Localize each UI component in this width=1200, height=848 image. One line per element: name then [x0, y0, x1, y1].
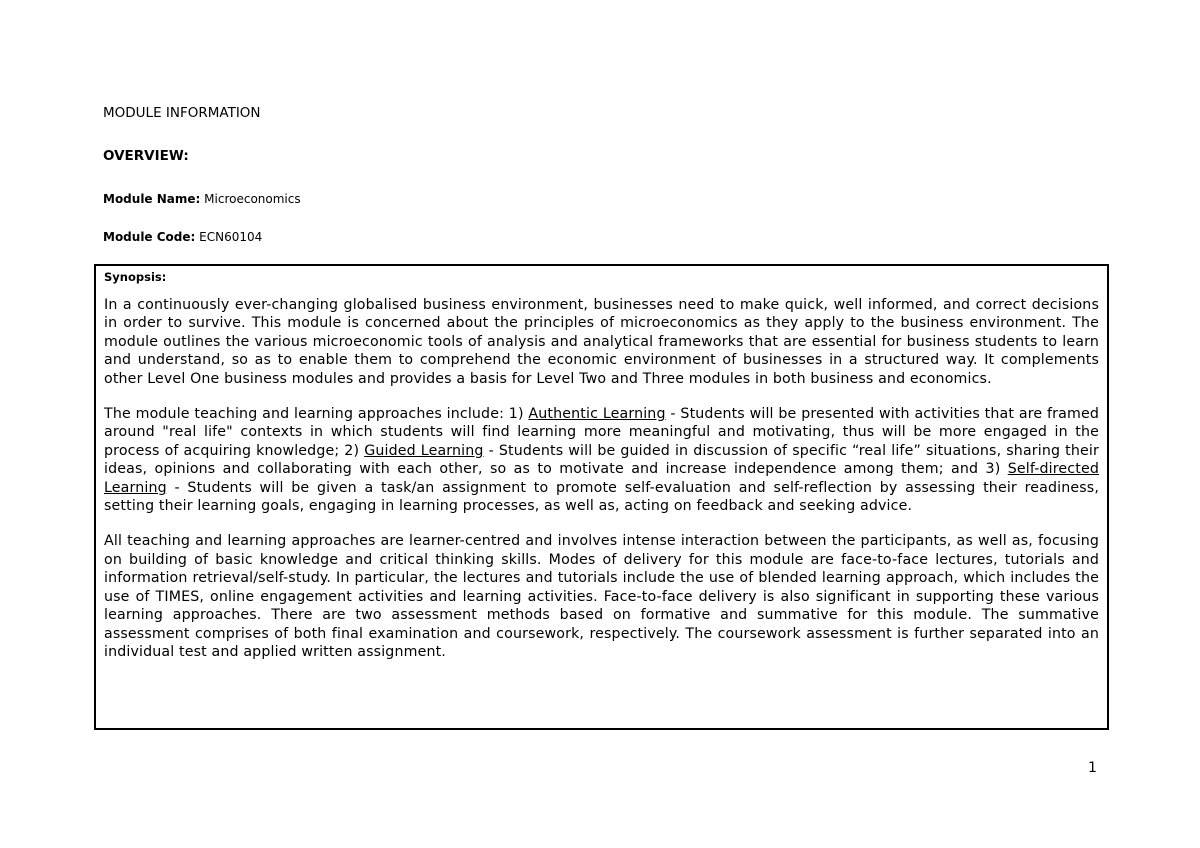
- module-name-value: Microeconomics: [204, 192, 301, 206]
- module-code-label: Module Code:: [103, 230, 196, 244]
- module-code-value: ECN60104: [199, 230, 263, 244]
- module-information-heading: MODULE INFORMATION: [103, 105, 261, 121]
- approaches-intro: The module teaching and learning approaches include: 1): [104, 406, 529, 423]
- module-name-label: Module Name:: [103, 192, 201, 206]
- synopsis-paragraph-2: [104, 405, 1099, 515]
- authentic-learning-term: Authentic Learning: [528, 406, 666, 423]
- self-directed-learning-term: Self-directed Learning: [104, 461, 1099, 496]
- synopsis-box: [94, 264, 1109, 730]
- guided-learning-term: Guided Learning: [364, 442, 484, 459]
- guided-learning-text: - Students will be guided in discussion of specific “real life” situations, sharing their ideas, opinions and collaborating with each other, so as to motivate and increase independence among them; and 3): [104, 442, 1099, 478]
- self-directed-learning-text: - Students will be given a task/an assignment to promote self-evaluation and self-reflection by assessing their readiness, setting their learning goals, engaging in learning processes, as well as, acting on feedback and seeking advice.: [104, 479, 1099, 515]
- synopsis-title: Synopsis:: [104, 270, 167, 284]
- module-code-line: [103, 230, 262, 244]
- authentic-learning-text: - Students will be presented with activities that are framed around "real life" contexts in which students will find learning more meaningful and motivating, thus will be more engaged in the process of acquiring knowledge; 2): [104, 406, 1099, 459]
- module-name-line: [103, 192, 301, 206]
- synopsis-paragraph-3: All teaching and learning approaches are learner-centred and involves intense interaction between the participants, as well as, focusing on building of basic knowledge and critical thinking skills. Modes of delivery for this module are face-to-face lectures, tutorials and information retrieval/self-study. In particular, the lectures and tutorials include the use of blended learning approach, which includes the use of TIMES, online engagement activities and learning activities. Face-to-face delivery is also significant in supporting these various learning approaches. There are two assessment methods based on formative and summative for this module. The summative assessment comprises of both final examination and coursework, respectively. The coursework assessment is further separated into an individual test and applied written assignment.: [104, 533, 1099, 660]
- overview-heading: OVERVIEW:: [103, 148, 189, 164]
- synopsis-paragraph-1: In a continuously ever-changing globalised business environment, businesses need to make quick, well informed, and correct decisions in order to survive. This module is concerned about the principles of microeconomics as they apply to the business environment. The module outlines the various microeconomic tools of analysis and analytical frameworks that are essential for business students to learn and understand, so as to enable them to comprehend the economic environment of businesses in a structured way. It complements other Level One business modules and provides a basis for Level Two and Three modules in both business and economics.: [104, 297, 1099, 387]
- page-number: 1: [1088, 760, 1097, 776]
